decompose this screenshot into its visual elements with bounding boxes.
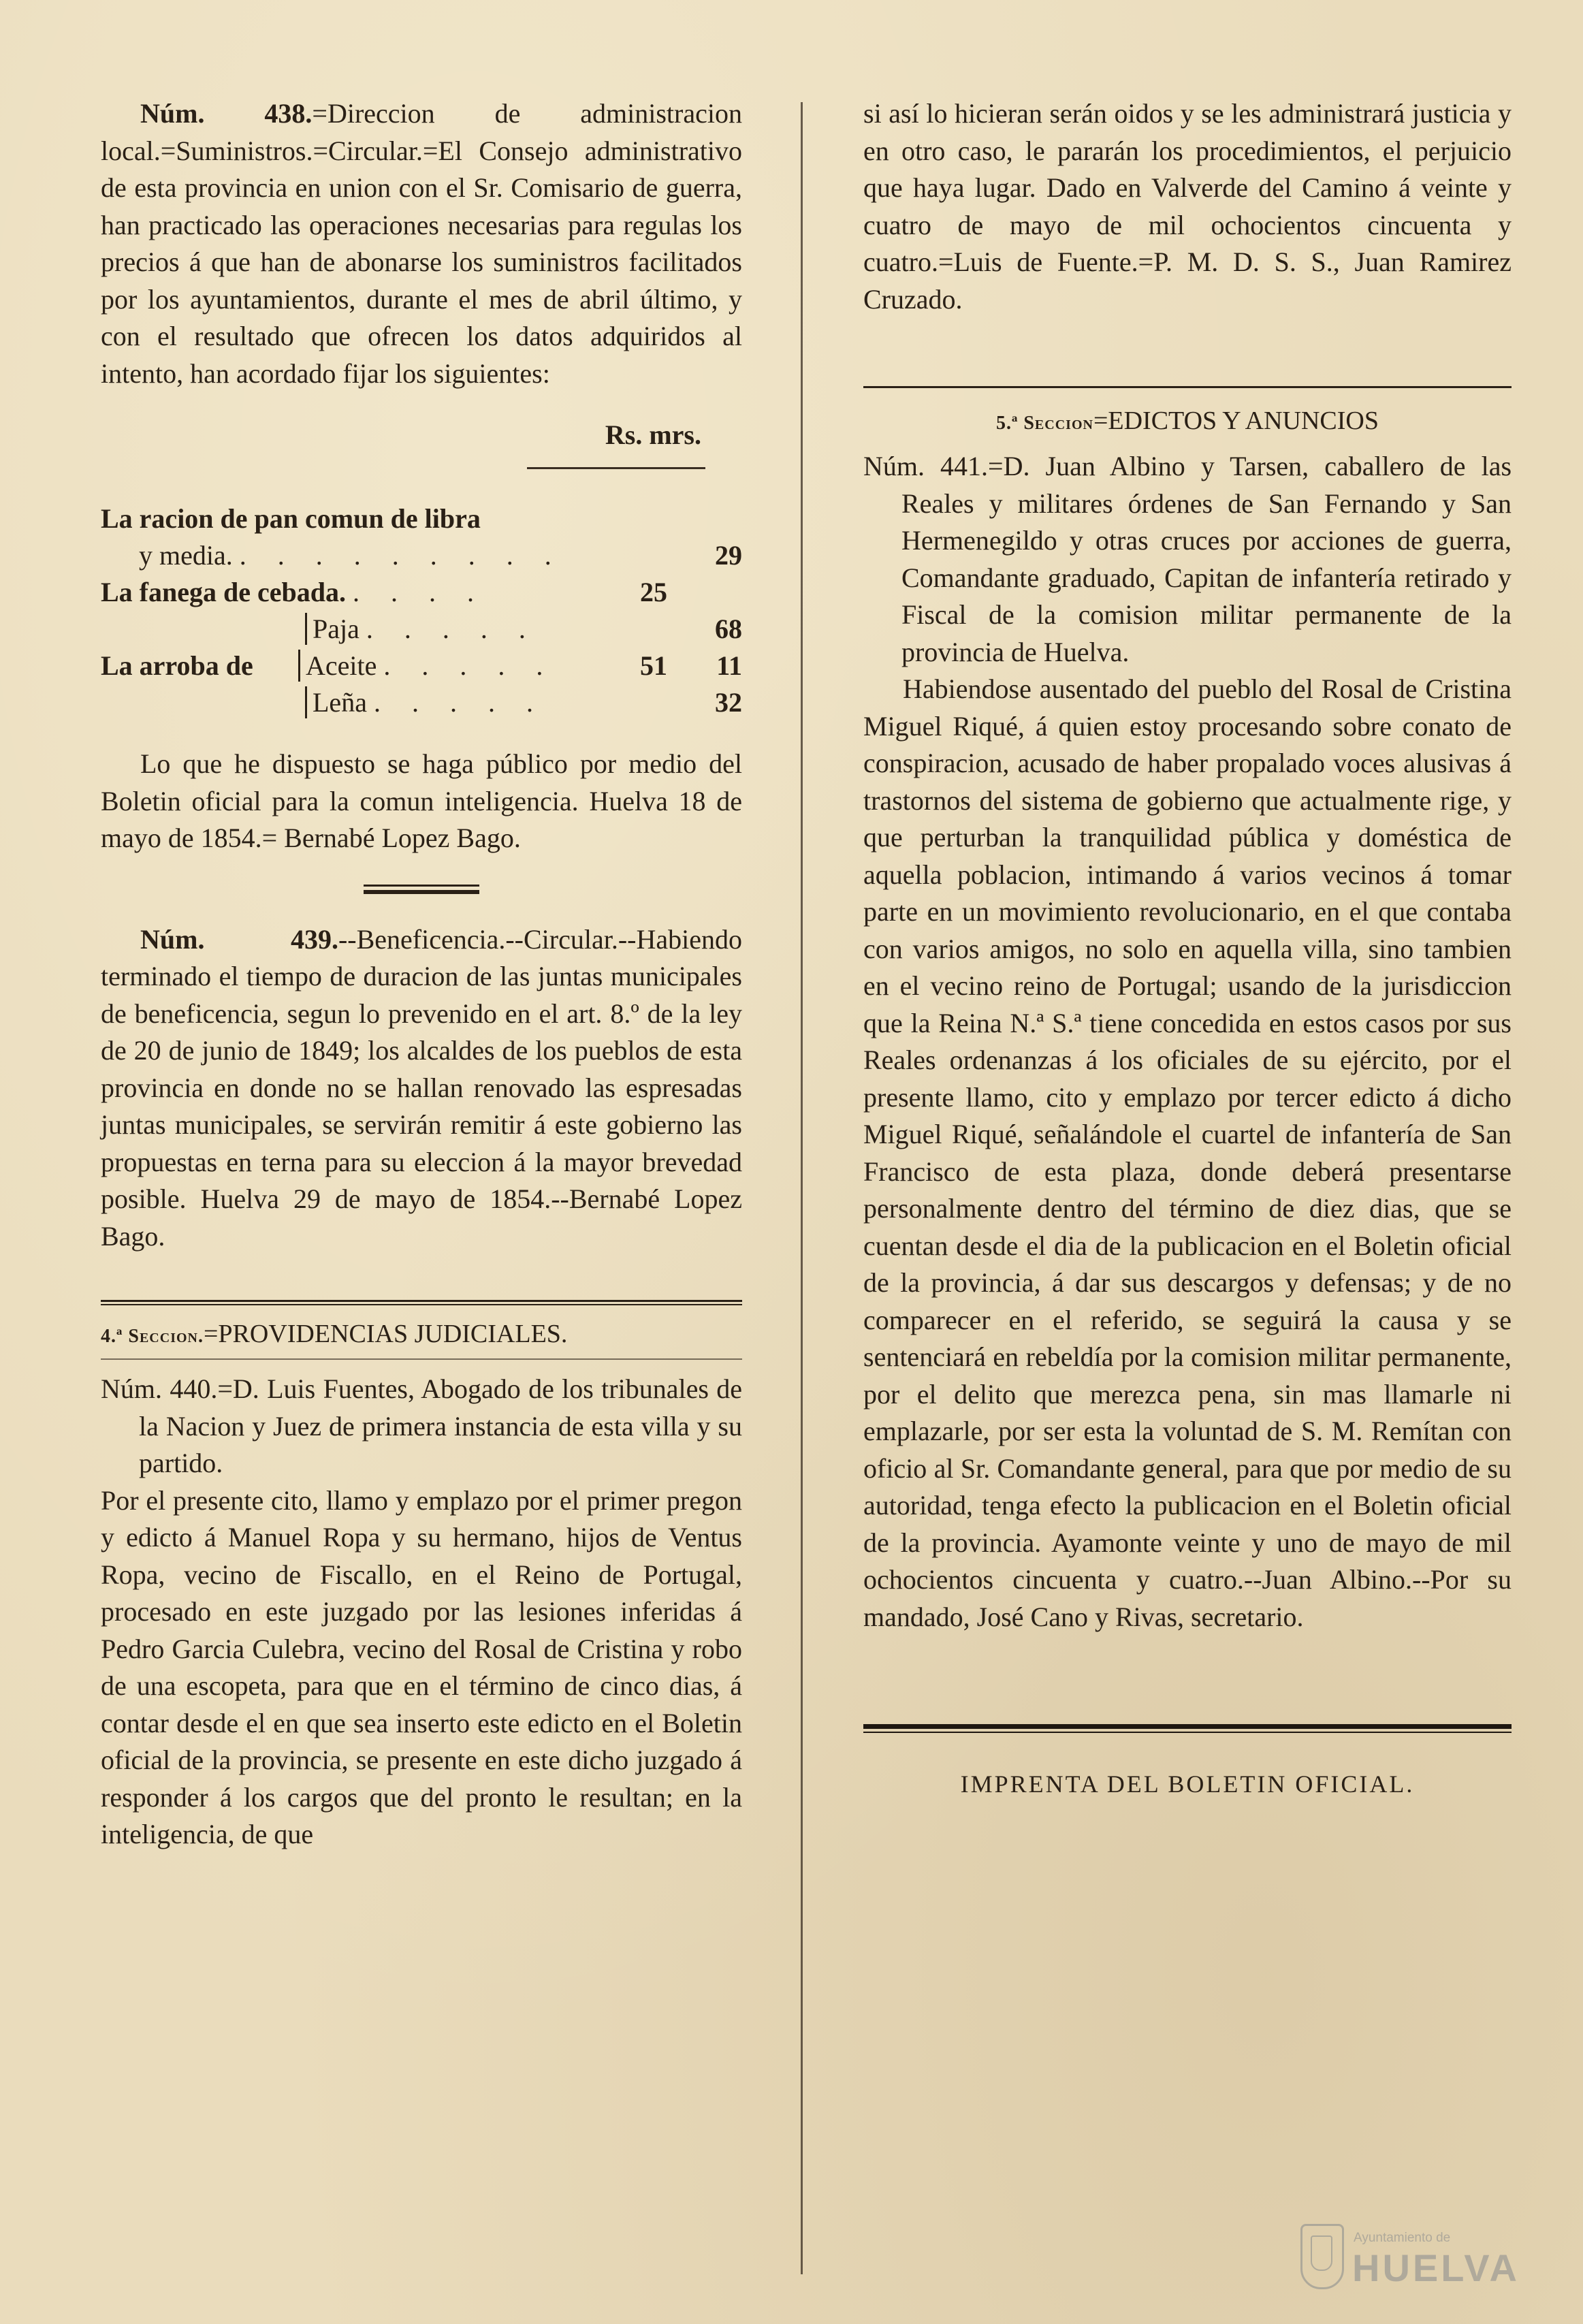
section-label: 4.ª Seccion. — [101, 1326, 204, 1347]
section-4-heading — [101, 1319, 742, 1349]
notice-body: --Beneficencia.--Circular.--Habiendo terminado el tiempo de duracion de las juntas municipales de beneficencia, segun lo prevenido en el art. 8.º de la ley de 20 de junio de 1849; los alcaldes de los pueblos de esta provincia en donde no se hallan renovado las espresadas juntas municipales, se servirán remitir á este gobierno las propuestas en terna para su eleccion á la mayor brevedad posible. Huelva 29 de mayo de 1854.--Bernabé Lopez Bago. — [101, 923, 742, 1252]
left-column — [101, 95, 742, 1853]
right-column — [863, 95, 1512, 1798]
section-title: =EDICTOS Y ANUNCIOS — [1093, 407, 1379, 435]
price-item-label: y media. — [139, 540, 233, 571]
brace — [305, 613, 538, 645]
table-row — [101, 682, 742, 718]
notice-440-continuation: si así lo hicieran serán oidos y se les administrará justicia y en otro caso, le pararán los procedimientos, el perjuicio que haya lugar. Dado en Valverde del Camino á veinte y cuatro de mayo de mil ochocientos cincuenta y cuatro.=Luis de Fuente.=P. M. D. S. S., Juan Ramirez Cruzado. — [863, 98, 1512, 315]
price-units-header: Rs. mrs. — [605, 419, 701, 450]
section-label: 5.ª Seccion — [995, 413, 1093, 434]
notice-441-head — [863, 448, 1512, 671]
price-item-label: La fanega de cebada. — [101, 577, 346, 607]
brace — [298, 650, 555, 682]
price-subitem-label: Paja — [313, 614, 359, 644]
price-table — [101, 498, 742, 718]
table-row — [101, 645, 742, 682]
brace — [305, 686, 545, 718]
leader-dots: . . . . . — [373, 687, 545, 718]
price-item-label: La racion de pan comun de libra — [101, 503, 481, 534]
section-rule — [863, 386, 1512, 388]
table-row — [101, 498, 742, 535]
leader-dots: . . . . . . . . . — [239, 540, 564, 571]
notice-heading: =D. Juan Albino y Tarsen, caballero de las Reales y militares órdenes de San Fernando y San Hermenegildo y otras cruces por acciones de guerra, Comandante graduado, Capitan de infantería retirado y Fiscal de la comision militar permanente de la provincia de Huelva. — [901, 451, 1512, 667]
notice-439 — [101, 921, 742, 1256]
price-subitem-label: Aceite — [306, 650, 377, 681]
table-row — [101, 571, 742, 608]
printer-imprint: IMPRENTA DEL BOLETIN OFICIAL. — [960, 1770, 1415, 1798]
price-rs: 51 — [640, 650, 667, 681]
coat-of-arms-icon — [1300, 2224, 1344, 2289]
price-item-label: La arroba de — [101, 650, 253, 681]
leader-dots: . . . . — [353, 577, 486, 607]
notice-number: Núm. 440. — [101, 1373, 218, 1404]
notice-number: Núm. 441. — [863, 451, 989, 481]
section-title: =PROVIDENCIAS JUDICIALES. — [203, 1320, 568, 1348]
watermark-line-1: Ayuntamiento de — [1354, 2231, 1451, 2245]
notice-440-head — [101, 1371, 742, 1482]
table-row — [101, 535, 742, 571]
notice-440-body: Por el presente cito, llamo y emplazo por el primer pregon y edicto á Manuel Ropa y su hermano, hijos de Ventus Ropa, vecino de Fiscallo, en el Reino de Portugal, procesado en este juzgado por las lesiones inferidas á Pedro Garcia Culebra, vecino del Rosal de Cristina y robo de una escopeta, para que en el término de cinco dias, á contar desde el en que sea inserto este edicto en el Boletin oficial de la provincia, se presente en este dicho juzgado á responder á los cargos que del pronto le resultan; en la inteligencia, de que — [101, 1484, 742, 1849]
price-mrs: 32 — [715, 687, 742, 718]
section-rule — [101, 1300, 742, 1305]
notice-number: Núm. 439. — [140, 923, 338, 955]
footer-rule — [863, 1732, 1512, 1733]
archive-watermark — [1300, 2221, 1529, 2303]
ornamental-divider — [364, 885, 479, 894]
notice-441-body: Habiendose ausentado del pueblo del Rosal de Cristina Miguel Riqué, á quien estoy procesando sobre conato de conspiracion, acusado de haber propalado voces alusivas á trastornos del sistema de gobierno que actualmente rige, y que perturban la tranquilidad pública y doméstica de aquella poblacion, intimando á varios vecinos á tomar parte en un movimiento revolucionario, en el que contaba con varios amigos, no solo en aquella villa, sino tambien en el vecino reino de Portugal; usando de la jurisdiccion que la Reina N.ª S.ª tiene concedida en estos casos por sus Reales ordenanzas á los oficiales de su ejército, por el presente llamo, cito y emplazo por tercer edicto á dicho Miguel Riqué, señalándole el cuartel de infantería de San Francisco de esta plaza, donde deberá presentarse personalmente dentro del término de diez dias, que se cuentan desde el dia de la publicacion en el Boletin oficial de la provincia, á dar sus descargos y defensas; y de no comparecer en el referido, se seguirá la causa y se sentenciará en rebeldía por la comision militar permanente, por el delito que merezca pena, sin mas llamarle ni emplazarle, por ser esta la voluntad de S. M. Remítan con oficio al Sr. Comandante general, para que por medio de su autoridad, tenga efecto la publicacion en el Boletin oficial de la provincia. Ayamonte veinte y uno de mayo de mil ochocientos cincuenta y cuatro.--Juan Albino.--Por su mandado, José Cano y Rivas, secretario. — [863, 673, 1512, 1632]
leader-dots: . . . . . — [383, 650, 556, 681]
table-row — [101, 608, 742, 645]
price-mrs: 29 — [715, 540, 742, 571]
notice-438-closing: Lo que he dispuesto se haga público por medio del Boletin oficial para la comun inteligencia. Huelva 18 de mayo de 1854.= Bernabé Lopez Bago. — [101, 748, 742, 853]
notice-body: =Direccion de administracion local.=Suministros.=Circular.=El Consejo administrativo de esta provincia en union con el Sr. Comisario de guerra, han practicado las operaciones necesarias para regulas los precios á que han de abonarse los suministros facilitados por los ayuntamientos, durante el mes de abril último, y con el resultado que ofrecen los datos adquiridos al intento, han acordado fijar los siguientes: — [101, 98, 742, 389]
leader-dots: . . . . . — [366, 614, 538, 644]
units-rule — [527, 467, 705, 469]
notice-heading: =D. Luis Fuentes, Abogado de los tribunales de la Nacion y Juez de primera instancia de esta villa y su partido. — [139, 1373, 743, 1478]
section-rule — [101, 1358, 742, 1360]
price-subitem-label: Leña — [313, 687, 367, 718]
column-divider — [801, 102, 803, 2274]
notice-number: Núm. 438. — [140, 98, 313, 129]
price-rs: 25 — [640, 577, 667, 607]
watermark-line-2: HUELVA — [1352, 2246, 1520, 2289]
footer-rule — [863, 1724, 1512, 1729]
price-mrs: 68 — [715, 614, 742, 644]
price-mrs: 11 — [716, 650, 742, 681]
notice-438 — [101, 95, 742, 392]
section-5-heading — [863, 406, 1512, 436]
